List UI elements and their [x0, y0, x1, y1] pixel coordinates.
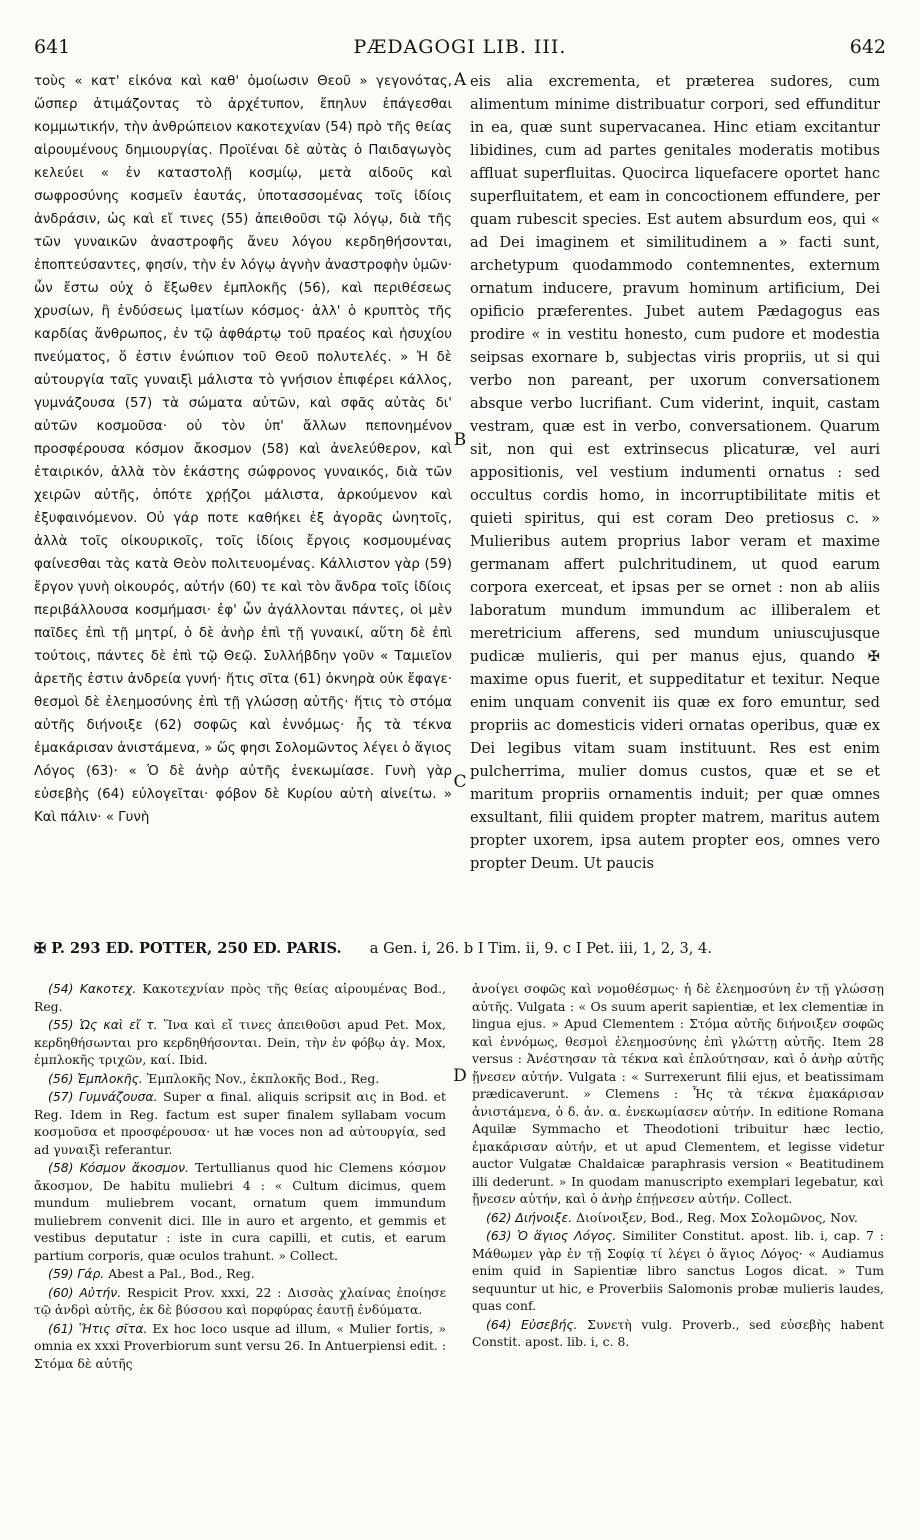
footnotes-right — [472, 980, 884, 1352]
footnote: (64) Εὐσεβής. Συνετὴ vulg. Proverb., sed εὐσεβὴς habent Constit. apost. lib. i, c. 8. — [472, 1316, 884, 1349]
footnotes-left — [34, 980, 446, 1373]
margin-marker-d: D — [453, 1066, 467, 1086]
running-title: PÆDAGOGI LIB. III. — [353, 36, 567, 58]
edition-note: ✠ P. 293 ED. POTTER, 250 ED. PARIS. — [34, 940, 342, 957]
latin-text-column: eis alia excrementa, et præterea sudores, cum alimentum minime distribuatur corpori, sed effunditur in ea, quæ sunt supervacanea. Hinc etiam excitantur libidines, cum ad partes genitales moderatis motibus affluat superfluitas. Quocirca liquefacere oportet hanc superfluitatem, et eam in concoctionem effundere, per quam rubescit species. Est autem absurdum eos, qui « ad Dei imaginem et similitudinem a » facti sunt, archetypum quodammodo contemnentes, externum ornatum inducere, pravum hominum artificium, Dei opificio præferentes. Jubet autem Pædagogus eas prodire « in vestitu honesto, cum pudore et modestia seipsas exornare b, subjectas viris propriis, ut si qui verbo non pareant, per uxorum conversationem absque verbo lucrifiant. Cum viderint, inquit, castam vestram, quæ est in verbo, conversationem. Quarum sit, non qui est extrinsecus plicaturæ, vel auri appositionis, vel vestium indumenti ornatus : sed occultus cordis homo, in incorruptibilitate mitis et quieti spiritus, qui est coram Deo pretiosus c. » Mulieribus autem proprius labor veram et maxime germanam affert pulchritudinem, ut quod earum corpora exerceat, et ipsas per se ornet : non ab aliis laboratum mundum immundum ac illiberalem et meretricium afferens, sed mundum uniuscujusque pudicæ mulieris, qui per manus ejus, quando ✠ maxime opus fuerit, et suppeditatur et texitur. Neque enim unquam convenit iis quæ ex foro emuntur, sed propriis ac domesticis videri ornatas operibus, quæ ex Dei legibus vitam suam instituunt. Res est enim pulcherrima, mulier domus custos, quæ et se et maritum propriis ornamentis induit; per quæ omnes exsultant, filii quidem propter matrem, maritus autem propter uxorem, ipsa autem propter eos, omnes vero propter Deum. Ut paucis — [470, 73, 880, 872]
page-number-right: 642 — [849, 36, 886, 58]
footnote: (62) Διήνοιξε. Διοίνοιξεν, Bod., Reg. Mox Σολομῶνος, Nov. — [486, 1209, 858, 1225]
footnote: (54) Κακοτεχ. Κακοτεχνίαν πρὸς τῆς θείας αἱρουμένας Bod., Reg. — [34, 981, 446, 1014]
page-number-left: 641 — [34, 36, 71, 58]
greek-text-column: τοὺς « κατ' εἰκόνα καὶ καθ' ὁμοίωσιν Θεοῦ » γεγονότας, ὥσπερ ἀτιμάζοντας τὸ ἀρχέτυπον, ἔπηλυν ἐπάγεσθαι κομμωτικήν, τὴν ἀνθρώπειον κακοτεχνίαν (54) πρὸ τῆς θείας αἱρουμένους δημιουργίας. Προϊέναι δὲ αὐτὰς ὁ Παιδαγωγὸς κελεύει « ἐν καταστολῇ κοσμίῳ, μετὰ αἰδοῦς καὶ σωφροσύνης κοσμεῖν ἑαυτάς, ὑποτασσομένας τοῖς ἰδίοις ἀνδράσιν, ὡς καὶ εἴ τινες (55) ἀπειθοῦσι τῷ λόγῳ, διὰ τῆς τῶν γυναικῶν ἀναστροφῆς ἄνευ λόγου κερδηθήσονται, ἐποπτεύσαντες, φησίν, τὴν ἐν λόγῳ ἁγνὴν ἀναστροφὴν ὑμῶν· ὧν ἔστω οὐχ ὁ ἔξωθεν ἐμπλοκῆς (56), καὶ περιθέσεως χρυσίων, ἢ ἐνδύσεως ἱματίων κόσμος· ἀλλ' ὁ κρυπτὸς τῆς καρδίας ἄνθρωπος, ἐν τῷ ἀφθάρτῳ τοῦ πραέος καὶ ἡσυχίου πνεύματος, ὅ ἐστιν ἐνώπιον τοῦ Θεοῦ πολυτελές. » Ἡ δὲ αὐτουργία ταῖς γυναιξὶ μάλιστα τὸ γνήσιον ἐπιφέρει κάλλος, γυμνάζουσα (57) τὰ σώματα αὐτῶν, καὶ σφᾶς αὐτὰς δι' αὐτῶν κοσμοῦσα· οὐ τὸν ὑπ' ἄλλων πεπονημένον προσφέρουσα κόσμον ἄκοσμον (58) καὶ ἀνελεύθερον, καὶ ἑταιρικόν, ἀλλὰ τὸν ἑκάστης σώφρονος γυναικός, διὰ τῶν χειρῶν αὐτῆς, ὁπότε χρῄζοι μάλιστα, ἀρκούμενον καὶ ἐξυφαινόμενον. Οὐ γάρ ποτε καθήκει ἐξ ἀγορᾶς ὠνητοῖς, ἀλλὰ τοῖς οἰκουρικοῖς, τοῖς ἰδίοις ἔργοις κοσμουμένας φαίνεσθαι τὰς κατὰ Θεὸν πολιτευομένας. Κάλλιστον γὰρ (59) ἔργον γυνὴ οἰκουρός, αὐτήν (60) τε καὶ τὸν ἄνδρα τοῖς ἰδίοις περιβάλλουσα κοσμήμασι· ἐφ' ὧν ἀγάλλονται πάντες, οἱ μὲν παῖδες ἐπὶ τῇ μητρί, ὁ δὲ ἀνὴρ ἐπὶ τῇ γυναικί, αὕτη δὲ ἐπὶ τούτοις, πάντες δὲ ἐπὶ τῷ Θεῷ. Συλλήβδην γοῦν « Ταμιεῖον ἀρετῆς ἐστιν ἀνδρεία γυνή· ἥτις σῖτα (61) ὀκνηρὰ οὐκ ἔφαγε· θεσμοὶ δὲ ἐλεημοσύνης ἐπὶ τῇ γλώσσῃ αὐτῆς· ἥτις τὸ στόμα αὐτῆς διήνοιξε (62) σοφῶς καὶ ἐννόμως· ἧς τὰ τέκνα ἐμακάρισαν ἀνιστάμενα, » ὥς φησι Σολομῶντος λέγει ὁ ἅγιος Λόγος (63)· « Ὁ δὲ ἀνὴρ αὐτῆς ἐνεκωμίασε. Γυνὴ γὰρ εὐσεβὴς (64) εὐλογεῖται· φόβον δὲ Κυρίου αὐτὴ αἰνείτω. » Καὶ πάλιν· « Γυνὴ — [34, 74, 452, 825]
scripture-references: a Gen. i, 26. b I Tim. ii, 9. c I Pet. iii, 1, 2, 3, 4. — [369, 940, 712, 957]
footnote: (55) Ὡς καὶ εἴ τ. Ἵνα καὶ εἴ τινες ἀπειθοῦσι apud Pet. Mox, κερδηθήσωνται pro κερδηθήσονται. Dein, τὴν ἐν φόβῳ ἁγ. Mox, ἐμπλοκῆς τριχῶν, καί. Ibid. — [34, 1017, 446, 1067]
footnote: (59) Γάρ. Abest a Pal., Bod., Reg. — [48, 1266, 255, 1281]
margin-marker-c: C — [453, 772, 467, 792]
footnote: (57) Γυμνάζουσα. Super α final. aliquis scripsit αις in Bod. et Reg. Idem in Reg. factum est super finalem syllabam vocum κοσμοῦσα et προσφέρουσα· ut hæ voces non ad αὐτουργία, sed ad γυναιξὶ referantur. — [34, 1089, 446, 1157]
page-header — [34, 36, 886, 62]
margin-marker-a: A — [453, 70, 467, 90]
margin-marker-b: B — [453, 430, 467, 450]
edition-reference-line — [34, 940, 886, 957]
footnote-continuation: ἀνοίγει σοφῶς καὶ νομοθέσμως· ἡ δὲ ἐλεημοσύνη ἐν τῇ γλώσσῃ αὐτῆς. Vulgata : « Os suum aperit sapientiæ, et lex clementiæ in lingua ejus. » Apud Clementem : Στόμα αὐτῆς διήνοιξεν σοφῶς καὶ ἐννόμως, θεσμοὶ ἐλεημοσύνης ἐπὶ γλώττῃ αὐτῆς. Item 28 versus : Ἀνέστησαν τὰ τέκνα καὶ ἐπλούτησαν, καὶ ὁ ἀνὴρ αὐτῆς ᾔνεσεν αὐτήν. Vulgata : « Surrexerunt filii ejus, et beatissimam prædicaverunt. » Clemens : Ἧς τὰ τέκνα ἐμακάρισαν ἀνιστάμενα, ὁ δ. ἀν. α. ἐνεκωμίασεν αὐτήν. In editione Romana Aquilæ Symmacho et Theodotioni tribuitur hæc lectio, ἐμακάρισαν αὐτήν, et ut apud Clementem, et legisse videtur auctor Vulgatæ Chaldaicæ paraphrasis version « Beatitudinem illi dederunt. » In quodam manuscripto exemplari legebatur, καὶ ᾔνεσεν αὐτήν, καὶ ὁ ἀνὴρ ἐπῄνεσεν αὐτήν. Collect. — [472, 981, 884, 1206]
footnote: (60) Αὐτήν. Respicit Prov. xxxi, 22 : Δισσὰς χλαίνας ἐποίησε τῷ ἀνδρὶ αὐτῆς, ἐκ δὲ βύσσου καὶ πορφύρας ἑαυτῇ ἐνδύματα. — [34, 1284, 446, 1317]
footnote: (63) Ὁ ἅγιος Λόγος. Similiter Constitut. apost. lib. i, cap. 7 : Μάθωμεν γὰρ ἐν τῇ Σοφίᾳ τί λέγει ὁ ἅγιος Λόγος· « Audiamus enim quid in Sapientiæ libro sanctus Logos dicat. » Tum sequuntur ut hic, e Proverbiis Salomonis probæ mulieris laudes, quas conf. — [472, 1228, 884, 1313]
footnote: (58) Κόσμον ἄκοσμον. Tertullianus quod hic Clemens κόσμον ἄκοσμον, De habitu muliebri 4 : « Cultum dicimus, quem mundum muliebrem vocant, ornatum quem immundum muliebrem convenit dici. Ille in auro et argento, et gemmis et vestibus deputatur : iste in cura capilli, et cutis, et earum partium corporis, quæ oculos trahunt. » Collect. — [34, 1160, 446, 1263]
footnote: (56) Ἐμπλοκῆς. Ἐμπλοκῆς Nov., ἐκπλοκῆς Bod., Reg. — [48, 1070, 380, 1086]
footnote: (61) Ἥτις σῖτα. Ex hoc loco usque ad illum, « Mulier fortis, » omnia ex xxxi Proverbiorum sunt versu 26. In Antuerpiensi edit. : Στόμα δὲ αὐτῆς — [34, 1320, 446, 1371]
